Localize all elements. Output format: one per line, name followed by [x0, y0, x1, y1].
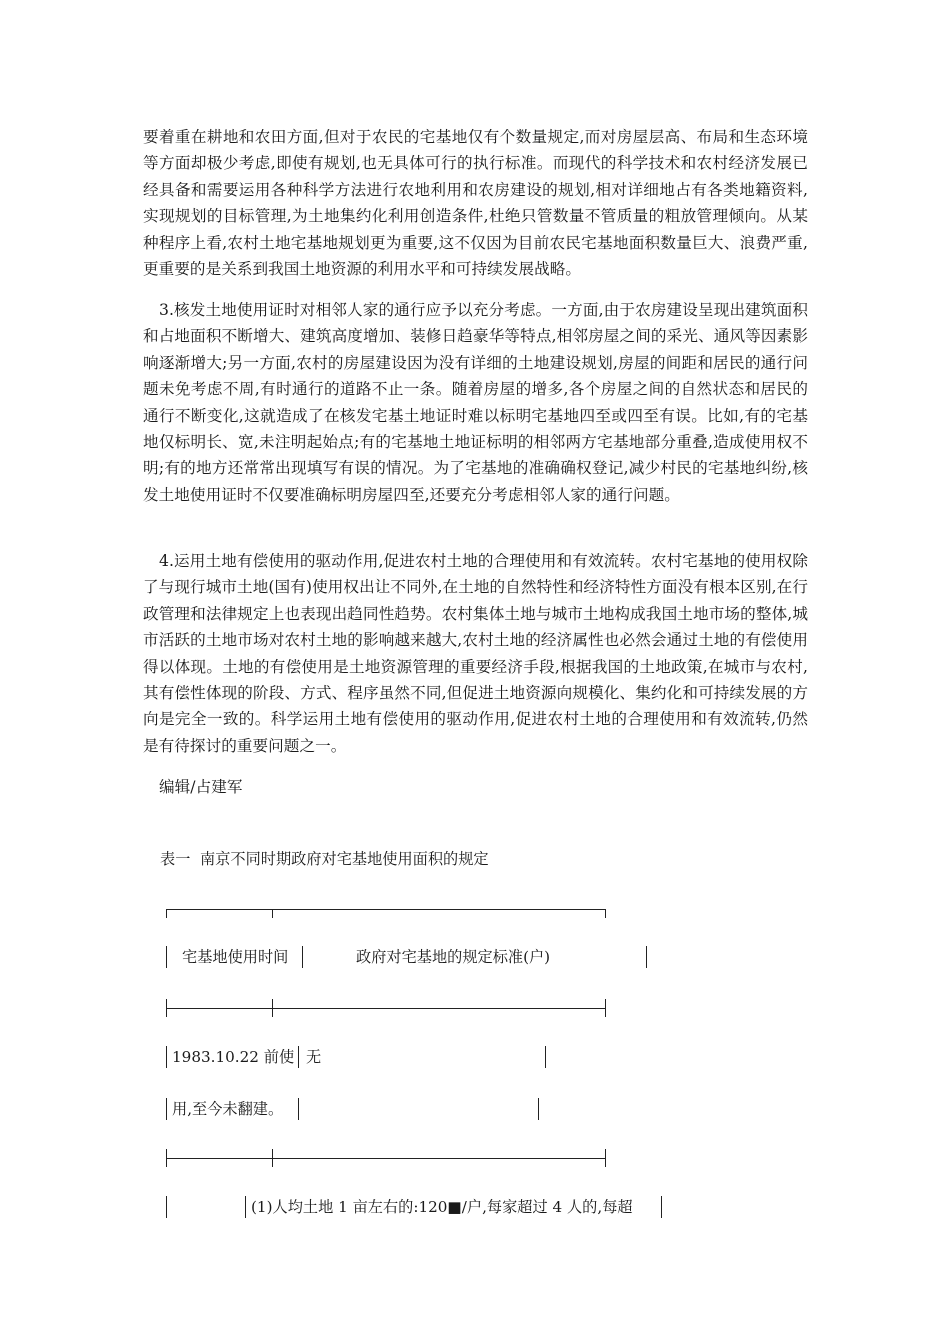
row1-sep-right-joint — [605, 1149, 606, 1167]
row2-left-bar — [166, 1196, 167, 1218]
header-left-bar — [166, 946, 167, 968]
row2-right-bar — [661, 1196, 662, 1218]
row1b-mid-bar — [298, 1098, 299, 1120]
header-mid-bar — [302, 946, 303, 968]
header-sep-left-joint — [166, 999, 167, 1017]
body-paragraph-3: 4.运用土地有偿使用的驱动作用,促进农村土地的合理使用和有效流转。农村宅基地的使用权除了与现行城市土地(国有)使用权出让不同外,在土地的自然特性和经济特性方面没有根本区别,在行政管理和法律规定上也表现出趋同性趋势。农村集体土地与城市土地构成我国土地市场的整体,城市活跃的土地市场对农村土地的影响越来越大,农村土地的经济属性也必然会通过土地的有偿使用得以体现。土地的有偿使用是土地资源管理的重要经济手段,根据我国的土地政策,在城市与农村,其有偿性体现的阶段、方式、程序虽然不同,但促进土地资源向规模化、集约化和可持续发展的方向是完全一致的。科学运用土地有偿使用的驱动作用,促进农村土地的合理使用和有效流转,仍然是有待探讨的重要问题之一。 — [143, 552, 808, 755]
row1b-right-bar — [538, 1098, 539, 1120]
row1-standard: 无 — [306, 1048, 322, 1066]
table-header-separator — [166, 1008, 606, 1009]
table-caption: 表一 南京不同时期政府对宅基地使用面积的规定 — [160, 850, 489, 868]
body-paragraph-1: 要着重在耕地和农田方面,但对于农民的宅基地仅有个数量规定,而对房屋层高、布局和生态环境等方面却极少考虑,即使有规划,也无具体可行的执行标准。而现代的科学技术和农村经济发展已经具备和需要运用各种科学方法进行农地利用和农房建设的规划,相对详细地占有各类地籍资料,实现规划的目标管理,为土地集约化利用创造条件,杜绝只管数量不管质量的粗放管理倾向。从某种程序上看,农村土地宅基地规划更为重要,这不仅因为目前农民宅基地面积数量巨大、浪费严重,更重要的是关系到我国土地资源的利用水平和可持续发展战略。 — [143, 128, 808, 279]
row1b-left-bar — [166, 1098, 167, 1120]
table-top-right-corner — [605, 909, 606, 918]
row1-left-bar — [166, 1046, 167, 1068]
row1-sep-mid-joint — [272, 1149, 273, 1167]
header-sep-right-joint — [605, 999, 606, 1017]
header-right-bar — [646, 946, 647, 968]
table-top-left-corner — [166, 909, 167, 918]
row1-time-line1: 1983.10.22 前使 — [172, 1048, 295, 1066]
row2-standard: (1)人均土地 1 亩左右的:120■/户,每家超过 4 人的,每超 — [251, 1198, 633, 1216]
table-top-border — [166, 909, 606, 910]
table-row1-separator — [166, 1158, 606, 1159]
row2-mid-bar — [245, 1196, 246, 1218]
row1-sep-left-joint — [166, 1149, 167, 1167]
header-cell-time: 宅基地使用时间 — [182, 948, 289, 966]
editor-credit: 编辑/占建军 — [159, 778, 243, 796]
row1-right-bar — [545, 1046, 546, 1068]
row1-mid-bar — [298, 1046, 299, 1068]
header-cell-standard: 政府对宅基地的规定标准(户) — [356, 948, 551, 966]
header-sep-mid-joint — [272, 999, 273, 1017]
table-top-mid-joint — [272, 909, 273, 918]
body-paragraph-2: 3.核发土地使用证时对相邻人家的通行应予以充分考虑。一方面,由于农房建设呈现出建筑面积和占地面积不断增大、建筑高度增加、装修日趋豪华等特点,相邻房屋之间的采光、通风等因素影响逐渐增大;另一方面,农村的房屋建设因为没有详细的土地建设规划,房屋的间距和居民的通行问题未免考虑不周,有时通行的道路不止一条。随着房屋的增多,各个房屋之间的自然状态和居民的通行不断变化,这就造成了在核发宅基土地证时难以标明宅基地四至或四至有误。比如,有的宅基地仅标明长、宽,未注明起始点;有的宅基地土地证标明的相邻两方宅基地部分重叠,造成使用权不明;有的地方还常常出现填写有误的情况。为了宅基地的准确确权登记,减少村民的宅基地纠纷,核发土地使用证时不仅要准确标明房屋四至,还要充分考虑相邻人家的通行问题。 — [143, 301, 808, 504]
row1-time-line2: 用,至今未翻建。 — [172, 1100, 284, 1118]
